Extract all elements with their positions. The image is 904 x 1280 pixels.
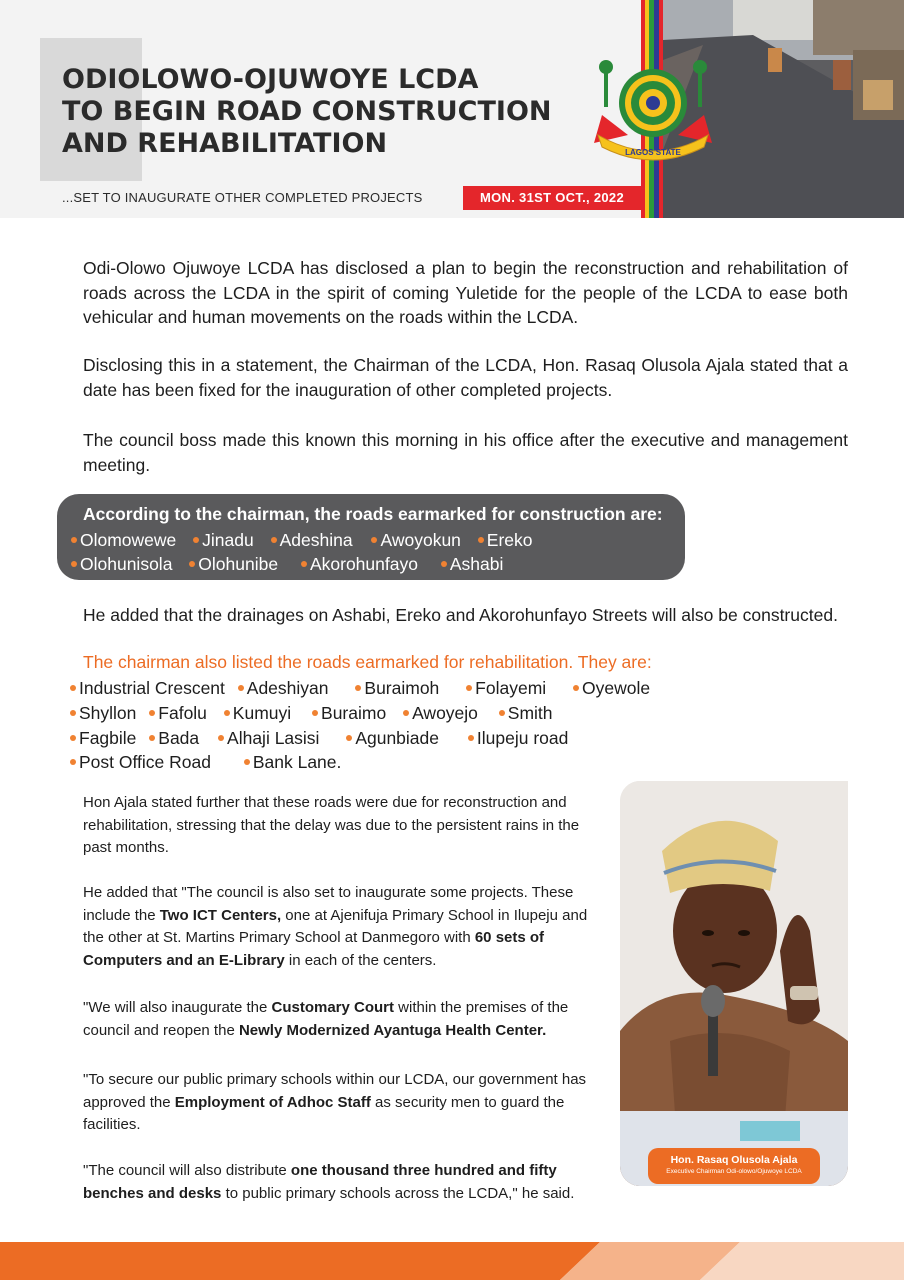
page-title: ODIOLOWO-OJUWOYE LCDA TO BEGIN ROAD CONSTRUCTION AND REHABILITATION [62,64,552,159]
list-item: Awoyokun [371,528,460,552]
bullet-icon [468,735,474,741]
bullet-icon [346,735,352,741]
header-banner [0,0,904,218]
list-item: Adeshina [271,528,353,552]
bullet-icon [238,685,244,691]
list-item: Fagbile [70,726,136,751]
bullet-icon [478,537,484,543]
list-item: Bank Lane. [244,750,342,775]
subtitle: ...SET TO INAUGURATE OTHER COMPLETED PROJECTS [62,190,423,205]
construction-row-1 [71,528,533,552]
intro-paragraph-2: Disclosing this in a statement, the Chairman of the LCDA, Hon. Rasaq Olusola Ajala stated that a date has been fixed for the inauguration of other completed projects. [83,355,848,400]
list-item: Post Office Road [70,750,211,775]
list-item: Agunbiade [346,726,439,751]
bullet-icon [193,537,199,543]
list-item: Folayemi [466,676,546,701]
bullet-icon [218,735,224,741]
construction-roads-box [57,494,685,580]
list-item: Olohunisola [71,552,172,576]
list-item: Fafolu [149,701,207,726]
list-item: Olomowewe [71,528,176,552]
bullet-icon [244,759,250,765]
paragraph-customary-court: "We will also inaugurate the Customary Court within the premises of the council and reopen the Newly Modernized Ayantuga Health Center. [83,999,569,1039]
chairman-portrait [620,781,848,1186]
intro-paragraph-1: Odi-Olowo Ojuwoye LCDA has disclosed a plan to begin the reconstruction and rehabilitation of roads across the LCDA in the spirit of coming Yuletide for the people of the LCDA to ease both vehicular and human movements on the roads within the LCDA. [83,258,848,327]
footer-decoration [0,1236,904,1280]
rehabilitation-row-3 [70,726,568,751]
list-item: Alhaji Lasisi [218,726,319,751]
construction-row-2 [71,552,503,576]
chairman-name: Hon. Rasaq Olusola Ajala [670,1154,798,1166]
intro-paragraph-3: The council boss made this known this morning in his office after the executive and management meeting. [83,430,848,475]
list-item: Ashabi [441,552,504,576]
list-item: Ilupeju road [468,726,568,751]
bullet-icon [149,710,155,716]
list-item: Akorohunfayo [301,552,418,576]
rehabilitation-row-1 [70,676,650,701]
bullet-icon [312,710,318,716]
paragraph-delay: Hon Ajala stated further that these roads were due for reconstruction and rehabilitation, stressing that the delay was due to the persistent rains in the past months. [83,794,580,856]
bullet-icon [71,537,77,543]
bullet-icon [301,561,307,567]
paragraph-benches-desks: "The council will also distribute one thousand three hundred and fifty benches and desks to public primary schools across the LCDA," he said. [83,1162,575,1202]
rehabilitation-title: The chairman also listed the roads earmarked for rehabilitation. They are: [83,652,652,672]
list-item: Buraimo [312,701,386,726]
bullet-icon [271,537,277,543]
list-item: Kumuyi [224,701,291,726]
portrait-image [620,781,848,1186]
list-item: Olohunibe [189,552,278,576]
list-item: Adeshiyan [238,676,329,701]
list-item: Oyewole [573,676,650,701]
bullet-icon [70,735,76,741]
list-item: Industrial Crescent [70,676,225,701]
paragraph-ict-centers: He added that "The council is also set to inaugurate some projects. These include the Two ICT Centers, one at Ajenifuja Primary School in Ilupeju and the other at St. Martins Primary School at Danmegoro with 60 sets of Computers and an E-Library in each of the centers. [83,884,588,969]
bullet-icon [355,685,361,691]
bullet-icon [70,759,76,765]
list-item: Awoyejo [403,701,478,726]
bullet-icon [70,710,76,716]
rehabilitation-row-4 [70,750,341,775]
lagos-state-crest [588,55,718,165]
construction-title: According to the chairman, the roads earmarked for construction are: [83,504,663,524]
chairman-role: Executive Chairman Odi-olowo/Ojuwoye LCDA [666,1168,802,1175]
bullet-icon [71,561,77,567]
list-item: Shyllon [70,701,136,726]
list-item: Smith [499,701,553,726]
bullet-icon [70,685,76,691]
bullet-icon [371,537,377,543]
rehabilitation-row-2 [70,701,553,726]
bullet-icon [441,561,447,567]
bullet-icon [573,685,579,691]
list-item: Bada [149,726,199,751]
portrait-caption [648,1148,820,1184]
bullet-icon [224,710,230,716]
bullet-icon [189,561,195,567]
list-item: Buraimoh [355,676,439,701]
list-item: Ereko [478,528,533,552]
bullet-icon [149,735,155,741]
paragraph-adhoc-staff: "To secure our public primary schools within our LCDA, our government has approved the Employment of Adhoc Staff as security men to guard the facilities. [83,1071,587,1133]
bullet-icon [466,685,472,691]
bullet-icon [499,710,505,716]
date-badge: MON. 31ST OCT., 2022 [463,186,641,210]
bullet-icon [403,710,409,716]
drainage-paragraph: He added that the drainages on Ashabi, Ereko and Akorohunfayo Streets will also be constructed. [83,605,838,625]
crest-text: LAGOS STATE [625,148,681,157]
list-item: Jinadu [193,528,254,552]
